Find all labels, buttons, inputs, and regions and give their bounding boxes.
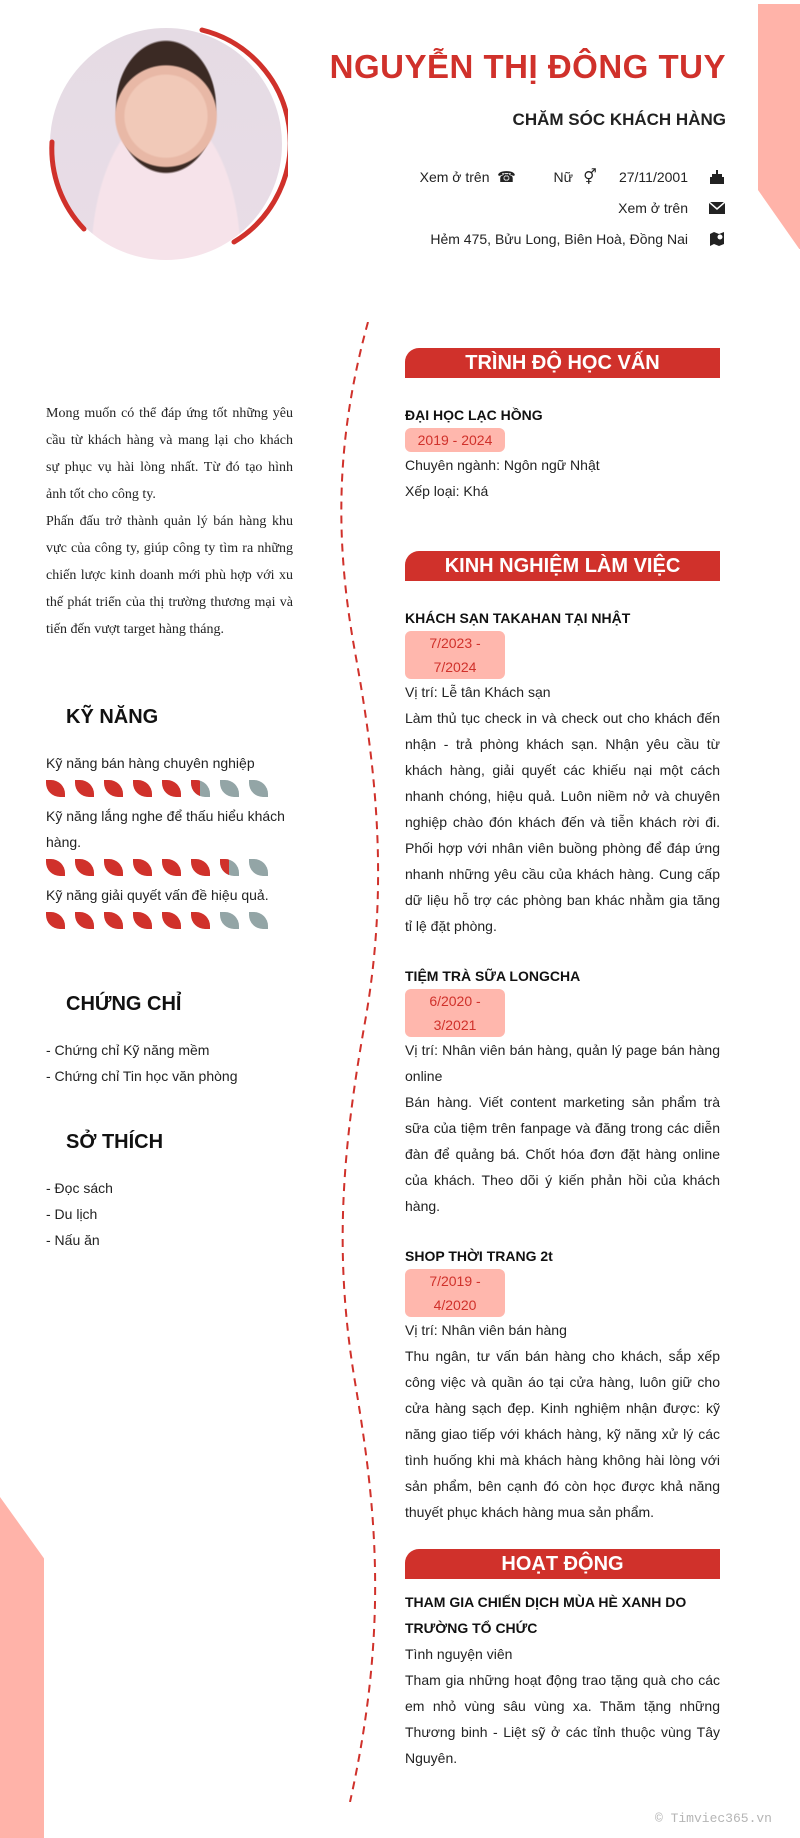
skill-name: Kỹ năng giải quyết vấn đề hiệu quả. bbox=[46, 887, 269, 903]
skill-name: Kỹ năng bán hàng chuyên nghiệp bbox=[46, 755, 255, 771]
skills-list bbox=[46, 750, 293, 935]
contact-row-2 bbox=[618, 199, 726, 217]
skill-item bbox=[46, 803, 293, 876]
school-name: ĐẠI HỌC LẠC HỒNG bbox=[405, 407, 543, 423]
certificates-list bbox=[46, 1037, 293, 1089]
rating-leaf-icon bbox=[249, 912, 268, 929]
company-name: KHÁCH SẠN TAKAHAN TẠI NHẬT bbox=[405, 610, 631, 626]
rating-leaf-icon bbox=[220, 912, 239, 929]
rating-leaf-icon bbox=[191, 780, 210, 797]
date-start: 6/2020 - bbox=[429, 993, 481, 1009]
activity-name: THAM GIA CHIẾN DỊCH MÙA HÈ XANH DO TRƯỜNG TỔ CHỨC bbox=[405, 1594, 687, 1636]
date-end: 3/2021 bbox=[433, 1017, 477, 1033]
hobbies-list bbox=[46, 1175, 293, 1253]
phone-icon: ☎ bbox=[497, 169, 516, 186]
certificate-item: - Chứng chỉ Kỹ năng mềm bbox=[46, 1042, 210, 1058]
decorative-shape-top-right bbox=[758, 4, 800, 249]
rating-leaf-icon bbox=[104, 780, 123, 797]
date-badge bbox=[405, 631, 505, 679]
skill-item bbox=[46, 882, 293, 929]
job-title: CHĂM SÓC KHÁCH HÀNG bbox=[512, 110, 726, 129]
company-name: TIỆM TRÀ SỮA LONGCHA bbox=[405, 968, 581, 984]
rating-leaf-icon bbox=[46, 912, 65, 929]
skills-title: KỸ NĂNG bbox=[66, 706, 159, 728]
footer-watermark: © Timviec365.vn bbox=[654, 1811, 772, 1826]
certificates-title: CHỨNG CHỈ bbox=[66, 993, 182, 1015]
rating-leaf-icon bbox=[162, 780, 181, 797]
activities-section bbox=[405, 1549, 720, 1771]
rating-leaf-icon bbox=[249, 859, 268, 876]
date-end: 4/2020 bbox=[433, 1297, 477, 1313]
date-start: 7/2019 - bbox=[429, 1273, 481, 1289]
skill-name: Kỹ năng lắng nghe để thấu hiểu khách hàng. bbox=[46, 808, 285, 850]
birthday-value: 27/11/2001 bbox=[618, 169, 688, 185]
date-badge: 2019 - 2024 bbox=[405, 428, 505, 452]
experience-item bbox=[405, 605, 720, 939]
rating-leaf-icon bbox=[75, 912, 94, 929]
skill-item bbox=[46, 750, 293, 797]
contact-row-3 bbox=[430, 230, 726, 248]
contact-row-1 bbox=[420, 168, 726, 186]
objective bbox=[46, 400, 293, 643]
decorative-shape-bottom-left bbox=[0, 1497, 44, 1838]
skill-rating bbox=[46, 859, 293, 876]
hobbies-title: SỞ THÍCH bbox=[66, 1131, 164, 1153]
rating-leaf-icon bbox=[133, 912, 152, 929]
rating-leaf-icon bbox=[46, 859, 65, 876]
date-badge bbox=[405, 989, 505, 1037]
gender-value: Nữ bbox=[553, 169, 573, 185]
skill-rating bbox=[46, 780, 293, 797]
education-title: TRÌNH ĐỘ HỌC VẤN bbox=[405, 348, 720, 378]
experience-section bbox=[405, 551, 720, 1771]
gender-icon: ⚥ bbox=[583, 169, 597, 186]
avatar-container bbox=[44, 24, 288, 268]
rating-leaf-icon bbox=[220, 859, 239, 876]
hobby-item: - Du lịch bbox=[46, 1206, 98, 1222]
envelope-icon bbox=[708, 199, 726, 217]
objective-paragraph: Phấn đấu trở thành quản lý bán hàng khu vực của công ty, giúp công ty tìm ra những chiến lược kinh doanh mới phù hợp với xu thế phát triển của thị trường thương mại và tiến đến vượt target hàng tháng. bbox=[46, 514, 293, 637]
job-position: Vị trí: Nhân viên bán hàng, quản lý page bán hàng online bbox=[405, 1042, 720, 1084]
activity-description: Tham gia những hoạt động trao tặng quà cho các em nhỏ vùng sâu vùng xa. Thăm tặng những Thương binh - Liệt sỹ ở các tỉnh thuộc vùng Tây Nguyên. bbox=[405, 1672, 720, 1766]
map-icon bbox=[708, 230, 726, 248]
experience-item bbox=[405, 963, 720, 1219]
email-value: Xem ở trên bbox=[618, 200, 688, 216]
job-description: Làm thủ tục check in và check out cho khách đến nhận - trả phòng khách sạn. Nhận yêu cầu từ khách hàng, giải quyết các khiếu nại một cách nhanh chóng, hiệu quả. Luôn niềm nở và chuyên nghiệp chào đón khách đến và tiễn khách rời đi. Phối hợp với nhân viên buồng phòng để đáp ứng nhanh những yêu cầu của khách hàng. Cung cấp dữ liệu hỗ trợ các phòng ban khác nhằm gia tăng tỉ lệ đặt phòng. bbox=[405, 710, 720, 934]
hobby-item: - Đọc sách bbox=[46, 1180, 113, 1196]
company-name: SHOP THỜI TRANG 2t bbox=[405, 1248, 553, 1264]
cake-icon bbox=[708, 168, 726, 186]
rating-leaf-icon bbox=[162, 912, 181, 929]
job-description: Thu ngân, tư vấn bán hàng cho khách, sắp xếp công việc và quần áo tại cửa hàng, luôn giữ cho cửa hàng sạch đẹp. Kinh nghiệm nhận được: kỹ năng giao tiếp với khách hàng, kỹ năng xử lý các tình huống khi mà khách hàng không hài lòng với sản phẩm, bên cạnh đó còn học được khả năng thuyết phục khách hàng mua sản phẩm. bbox=[405, 1348, 720, 1520]
rating-leaf-icon bbox=[46, 780, 65, 797]
date-end: 7/2024 bbox=[433, 659, 477, 675]
job-position: Vị trí: Lễ tân Khách sạn bbox=[405, 684, 551, 700]
date-badge bbox=[405, 1269, 505, 1317]
job-position: Vị trí: Nhân viên bán hàng bbox=[405, 1322, 567, 1338]
hobby-item: - Nấu ăn bbox=[46, 1232, 100, 1248]
experience-title: KINH NGHIỆM LÀM VIỆC bbox=[405, 551, 720, 581]
rating-leaf-icon bbox=[133, 780, 152, 797]
rating-leaf-icon bbox=[104, 859, 123, 876]
certificate-item: - Chứng chỉ Tin học văn phòng bbox=[46, 1068, 238, 1084]
address-value: Hẻm 475, Bửu Long, Biên Hoà, Đồng Nai bbox=[430, 231, 688, 247]
job-description: Bán hàng. Viết content marketing sản phẩm trà sữa của tiệm trên fanpage và đăng trong các diễn đàn để quảng bá. Chốt hóa đơn đặt hàng online của khách. Theo dõi ý kiến phản hồi của khách hàng. bbox=[405, 1094, 720, 1214]
rating-leaf-icon bbox=[133, 859, 152, 876]
rating-leaf-icon bbox=[249, 780, 268, 797]
objective-paragraph: Mong muốn có thể đáp ứng tốt những yêu cầu từ khách hàng và mang lại cho khách sự phục vụ hài lòng nhất. Từ đó tạo hình ảnh tốt cho công ty. bbox=[46, 406, 293, 502]
rating-leaf-icon bbox=[162, 859, 181, 876]
skill-rating bbox=[46, 912, 293, 929]
rating-leaf-icon bbox=[75, 859, 94, 876]
avatar-ring bbox=[44, 24, 288, 268]
date-start: 7/2023 - bbox=[429, 635, 481, 651]
candidate-name: NGUYỄN THỊ ĐÔNG TUY bbox=[329, 48, 726, 85]
rating-leaf-icon bbox=[220, 780, 239, 797]
rating-leaf-icon bbox=[191, 859, 210, 876]
education-section bbox=[405, 348, 720, 504]
activities-title: HOẠT ĐỘNG bbox=[405, 1549, 720, 1579]
rating-leaf-icon bbox=[104, 912, 123, 929]
education-rank: Xếp loại: Khá bbox=[405, 483, 489, 499]
education-major: Chuyên ngành: Ngôn ngữ Nhật bbox=[405, 457, 600, 473]
rating-leaf-icon bbox=[191, 912, 210, 929]
activity-role: Tình nguyện viên bbox=[405, 1646, 513, 1662]
experience-item bbox=[405, 1243, 720, 1525]
phone-value: Xem ở trên bbox=[419, 169, 490, 185]
rating-leaf-icon bbox=[75, 780, 94, 797]
wave-divider bbox=[330, 322, 400, 1802]
